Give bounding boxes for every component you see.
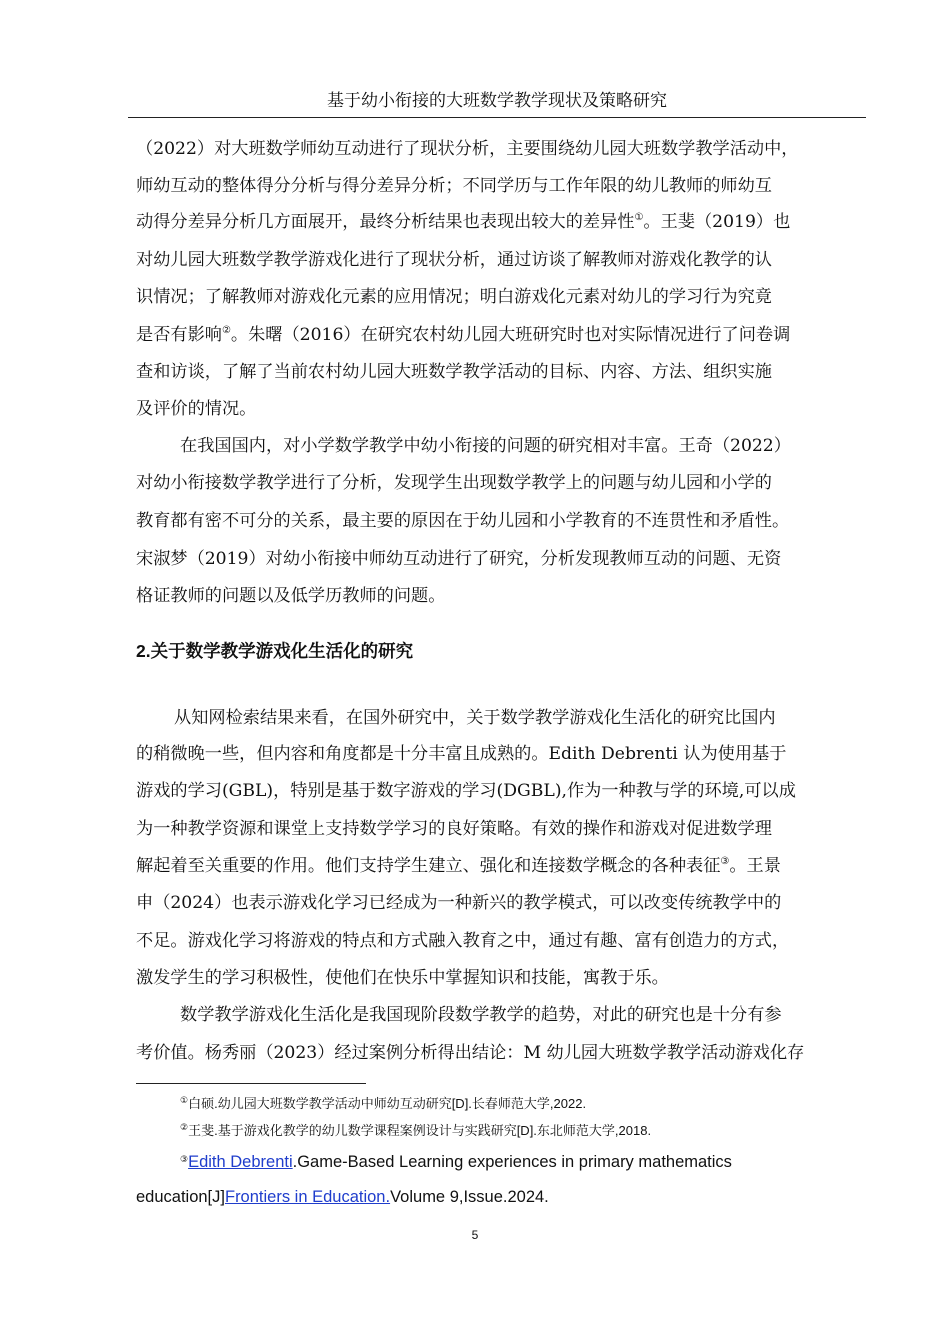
body-line: 动得分差异分析几方面展开，最终分析结果也表现出较大的差异性①。王斐（2019）也 (136, 212, 791, 232)
footnote-number: ② (180, 1122, 189, 1132)
body-line: 查和访谈，了解了当前农村幼儿园大班数学教学活动的目标、内容、方法、组织实施 (136, 362, 772, 382)
body-line: 数学教学游戏化生活化是我国现阶段数学教学的趋势，对此的研究也是十分有参 (180, 1005, 782, 1025)
header-rule (128, 117, 866, 118)
footnote-marker[interactable]: ③ (720, 856, 730, 867)
body-line: 及评价的情况。 (136, 399, 257, 419)
footnote-3-continued: education[J]Frontiers in Education.Volume 9,Issue.2024. (136, 1188, 549, 1206)
body-line: 对幼小衔接数学教学进行了分析，发现学生出现数学教学上的问题与幼儿园和小学的 (136, 473, 772, 493)
body-line: 考价值。杨秀丽（2023）经过案例分析得出结论：M 幼儿园大班数学教学活动游戏化存 (136, 1043, 805, 1063)
body-line: 格证教师的问题以及低学历教师的问题。 (136, 586, 446, 606)
body-line: 教育都有密不可分的关系，最主要的原因在于幼儿园和小学教育的不连贯性和矛盾性。 (136, 511, 790, 531)
footnote-marker[interactable]: ① (634, 212, 644, 223)
body-line: 游戏的学习(GBL)，特别是基于数字游戏的学习(DGBL),作为一种教与学的环境,可以成 (136, 781, 796, 801)
footnote-2: ②王斐.基于游戏化教学的幼儿数学课程案例设计与实践研究[D].东北师范大学,2018. (180, 1122, 652, 1138)
body-line: 识情况；了解教师对游戏化元素的应用情况；明白游戏化元素对幼儿的学习行为究竟 (136, 287, 772, 307)
footnote-separator (136, 1083, 366, 1084)
body-line: 在我国国内，对小学数学教学中幼小衔接的问题的研究相对丰富。王奇（2022） (180, 436, 791, 456)
body-line: 为一种教学资源和课堂上支持数学学习的良好策略。有效的操作和游戏对促进数学理 (136, 819, 772, 839)
footnote-number: ① (180, 1095, 189, 1105)
author-link[interactable]: Edith Debrenti (188, 1153, 293, 1171)
section-heading: 2.关于数学教学游戏化生活化的研究 (136, 641, 414, 661)
body-line: 从知网检索结果来看，在国外研究中，关于数学教学游戏化生活化的研究比国内 (174, 708, 776, 728)
body-line: 是否有影响②。朱曙（2016）在研究农村幼儿园大班研究时也对实际情况进行了问卷调 (136, 325, 791, 345)
footnote-1: ①白硕.幼儿园大班数学教学活动中师幼互动研究[D].长春师范大学,2022. (180, 1095, 587, 1111)
body-line: 对幼儿园大班数学教学游戏化进行了现状分析，通过访谈了解教师对游戏化教学的认 (136, 250, 772, 270)
body-line: （2022）对大班数学师幼互动进行了现状分析，主要围绕幼儿园大班数学教学活动中， (136, 139, 799, 159)
footnote-marker[interactable]: ② (221, 325, 231, 336)
footnote-number: ③ (180, 1154, 189, 1164)
body-line: 宋淑梦（2019）对幼小衔接中师幼互动进行了研究，分析发现教师互动的问题、无资 (136, 549, 782, 569)
running-header: 基于幼小衔接的大班数学教学现状及策略研究 (327, 91, 667, 111)
journal-link[interactable]: Frontiers in Education. (224, 1188, 391, 1206)
body-line: 不足。游戏化学习将游戏的特点和方式融入教育之中，通过有趣、富有创造力的方式， (136, 931, 790, 951)
body-line: 激发学生的学习积极性，使他们在快乐中掌握知识和技能，寓教于乐。 (136, 968, 669, 988)
footnote-3: ③Edith Debrenti.Game-Based Learning experiences in primary mathematics (180, 1153, 732, 1171)
body-line: 的稍微晚一些，但内容和角度都是十分丰富且成熟的。Edith Debrenti 认为使用基于 (136, 744, 787, 764)
body-line: 师幼互动的整体得分分析与得分差异分析；不同学历与工作年限的幼儿教师的师幼互 (136, 176, 772, 196)
body-line: 解起着至关重要的作用。他们支持学生建立、强化和连接数学概念的各种表征③。王景 (136, 856, 781, 876)
body-line: 申（2024）也表示游戏化学习已经成为一种新兴的教学模式，可以改变传统教学中的 (136, 893, 782, 913)
page-number: 5 (471, 1228, 479, 1242)
